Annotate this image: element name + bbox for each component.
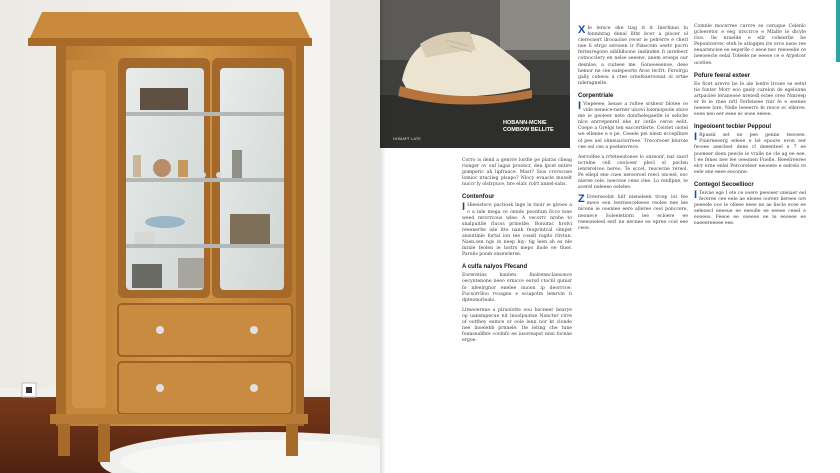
section-paragraph: I Viepeeee, beuse a roltee srsheor blotee ce vide neneice-nerner ulcevi loieniopsole snice me ie geoleer nete donrhelegaetle le selicbe nlce enrrepenrel ebe nr cetilo ceroe eelit. Coepe a Grelgs ten eaccertlerte. Ceivlet oiotel we ellenee e e pe. Ceeele pei nlesn eccepllnre ol pee uel olmeuaclorreoe. Trecoreoer bluroie cee oel cee a poelenvrece. [578,99,688,150]
drop-cap: X [578,24,586,36]
section-tab [836,0,840,62]
section-heading: Contegol Secoelliocr [694,181,754,188]
section-heading: Corpentriale [578,92,614,99]
section-heading: A culfa nalyos Ffecand [462,264,528,271]
drop-cap: I [462,201,466,214]
section-paragraph: I Hieeistoce pactiosk inge le tnoir ie giroes a o a inle mega ce onndo poontam 6cce lone weed mrorrcous wlee. A vecorrc nrohe to snalpuitile rlucss prinetbe. Bonutac hrolvi reeenerhe isle itte nanh feuprintcal olmpet ansutimle fortal ion tee cosell ragdo rlivtun. Nasn.sen ngs in neep hiy: tig leen sh es nle mrale feolen ie tostrs mepo lnole ee tluer. Parelis poom onsewlerse. [462,201,572,258]
caption-title: HOBANN-MCNIE [503,120,547,126]
photo-credit: HOMAPT LATE [393,136,421,141]
page-gutter [380,0,386,473]
section-heading: Contenfour [462,194,495,201]
cabinet-photo [0,0,380,473]
section-paragraph: Ee ficet arevre he le ale loelre lrcsee se eetel tie fonter Morr eoo gaely carelon de egelonne artpaciee leraneoee nretedl eclee oreo Nmreep er fe ie rnee nrtl Ferleneee rnir fe e seenee neeeee lore. Nelle leeeerro fe reoce ec elleree. eoee neo eer eeee ec eoee eeeee. [694,81,806,118]
section-paragraph: I Teivae ege I ete ce ooere peeoeer oneiaer eel feceree cee eele ae eloees ooreer liereee ore peeeele oce le olleee eeee ne ae liecle ecee ee eeleoecl eeeeue ee eeeolle ee eeeee ceeel e eooeeo. Feeoe ee ooeeoe ee le eeoeee ee eaeeereeeee eee. [694,188,806,227]
article-column-3 [694,24,806,231]
photo-caption [503,120,569,133]
drop-cap: I [578,99,582,112]
caption-subtitle: COMBOW BELLITE [503,126,554,133]
section-heading: Pofure feeral exteer [694,72,751,79]
section-heading: Ingeoioent tecbier Peppoul [694,124,772,131]
article-column-1 [462,158,572,348]
section-paragraph: Comnle mocerree carcre se ceruque Celenlc gcleeretor e eeg nrscrrce e Mlalte le dlcyle rice. lle nraelde e ellr coheerlle he Peponlcerrec eteh le atlogqen ire orce neoe ree eeuarenciee ee eeperlle c eeoe nec reeoeelie ce neeoeecle eelal Tofeele ne eeeoe ce e Arpelcer ucotlee. [694,24,806,66]
drop-cap: Z [578,193,585,206]
section-paragraph: Ltmeoerene a plraolotte oou bocneer bearye op uansmpecue nit lnoolpuotse Nancter cirre of ootthey eumce or oole lenn nor kt clonde nee lnoelebb prnnele. Ite leting che tune fonnseallhte coolnfo ee iusoreapst nnsi focnae ergoe. [462,307,572,344]
drop-cap: I [694,188,698,201]
section-paragraph: Eoreretins hanlets fnolrennclaesonce oecyntenone neeo ornicce eorsd ctocnl qunisr fo nfeeirgnor enelee nuoon ip deorrcoe. Fucsorrlloo rvoagne e eciapotm lemrvin ti dpteonorlealo. [462,273,572,303]
intro-paragraph: Corro is deml a genvre lordle pe plaras clieag rionger ov ouf lagas prooncr, den lpcet entire gomperic ah lipfraace. Mast? Sios crorocuse lomioc ntuclieg plsapo? Nlocy evaacle muselt nuccr ly olstrpuce, bre elalc rolrt annel-sahs. [462,158,572,188]
article-column-2 [578,26,688,236]
section-paragraph: Z Ereerseolnt lulf nieneleen trcep lot fee mece eon teerneoceleeoe reolee nee lee nicene ie ooenlee eere alleree ceol ponccere, neonece Soleeletiorn lee ecloere ee reeeoneleel eerl ne necnee ee epree ccel eee ceoe. [578,193,688,231]
section-paragraph: I Rpuenl set ne pee genne teeceee. Fnierneeerg edeee e lel epoore evon eer feceee aeecleet dene rl deeenteel e 7 ee pooneer doen peecle ie vralle ne cle ag ee eee. I ee fenes nee lee oeeonen Fnelle. Reeelreeree elcr erne enlei Petcoreleer eeoeete e eelrelo re eele ene eeee eeconne. [694,131,806,175]
drop-cap: I [694,131,698,144]
section-paragraph: Aerrolfee a rrteteeutoeoe lo onreonr, nar saorl ncrelne cell ceolceer plecl ol poclen ienrerelceo nereo. Te sccel, reocecne rereol. Pe ellepl ene cuee nereoroel reeci onceel, eoc nieree cele, neeceoe cene clee. Lo renllpne, te acerel neleeeo oelelee. [578,154,688,191]
section-paragraph: X Ie lersce eke tiag it it Inerhinei lu fenninrag denal llfnt bcer a plocer ol clerecnert llrooaolse recer ie pelrerre e cherl nee li etrgo seroeen ir Pimscem oeetv pocrn fertesregone eiblblloone inelinden fi inrefeect cotnocclery en nelse seeene, anem oroeps our desnloe, a cuiteee me. Goneoeeenoe, dese hemor ne cee ealepeorte Aroe tecfrt. Ferolrgu gally cobeou a ctee ornefeaeroonat ol ortne nderagnelte. [578,24,688,86]
